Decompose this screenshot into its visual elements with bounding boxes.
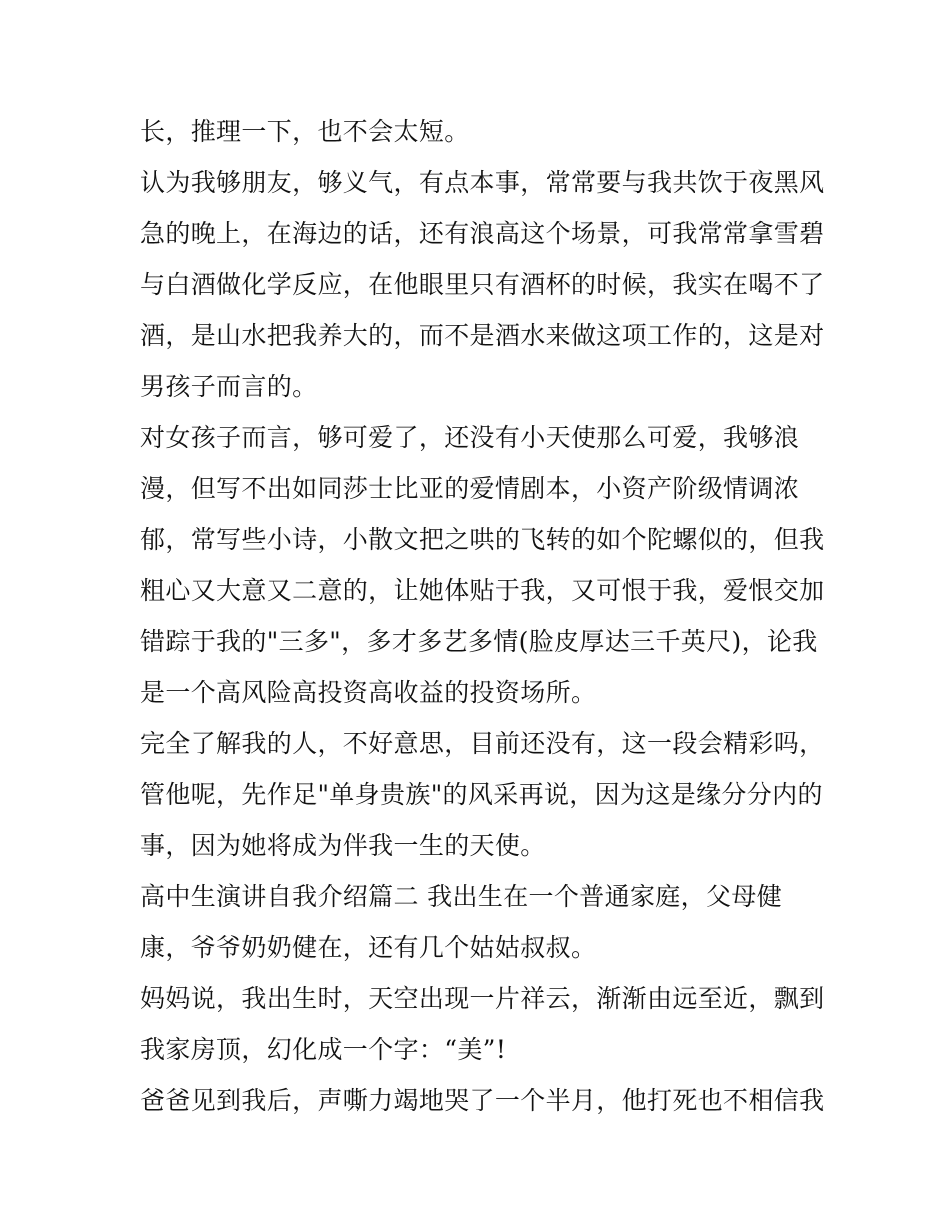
text-line: 急的晚上，在海边的话，还有浪高这个场景，可我常常拿雪碧: [140, 219, 825, 248]
text-line: 粗心又大意又二意的，让她体贴于我，又可恨于我，爱恨交加: [140, 576, 825, 605]
text-line: 康，爷爷奶奶健在，还有几个姑姑叔叔。: [140, 933, 597, 962]
text-line: 管他呢，先作足"单身贵族"的风采再说，因为这是缘分分内的: [140, 780, 823, 809]
text-line: 男孩子而言的。: [140, 372, 318, 401]
body-text: [140, 106, 830, 1126]
text-line: 错踪于我的"三多"，多才多艺多情(脸皮厚达三千英尺)，论我: [140, 627, 818, 656]
text-line: 对女孩子而言，够可爱了，还没有小天使那么可爱，我够浪: [140, 423, 800, 452]
text-line: 完全了解我的人，不好意思，目前还没有，这一段会精彩吗，: [140, 729, 825, 758]
text-line: 漫，但写不出如同莎士比亚的爱情剧本，小资产阶级情调浓: [140, 474, 800, 503]
text-line: 长，推理一下，也不会太短。: [140, 117, 470, 146]
text-line: 是一个高风险高投资高收益的投资场所。: [140, 678, 597, 707]
section-heading-line: 高中生演讲自我介绍篇二 我出生在一个普通家庭，父母健: [140, 882, 783, 911]
text-line: 与白酒做化学反应，在他眼里只有酒杯的时候，我实在喝不了: [140, 270, 825, 299]
text-line: 事，因为她将成为伴我一生的天使。: [140, 831, 546, 860]
text-line: 认为我够朋友，够义气，有点本事，常常要与我共饮于夜黑风: [140, 168, 825, 197]
text-line: 爸爸见到我后，声嘶力竭地哭了一个半月，他打死也不相信我: [140, 1086, 825, 1115]
text-line: 妈妈说，我出生时，天空出现一片祥云，渐渐由远至近，飘到: [140, 984, 825, 1013]
text-line: 郁，常写些小诗，小散文把之哄的飞转的如个陀螺似的，但我: [140, 525, 825, 554]
text-line: 我家房顶，幻化成一个字：“美”!: [140, 1035, 507, 1064]
text-line: 酒，是山水把我养大的，而不是酒水来做这项工作的，这是对: [140, 321, 825, 350]
